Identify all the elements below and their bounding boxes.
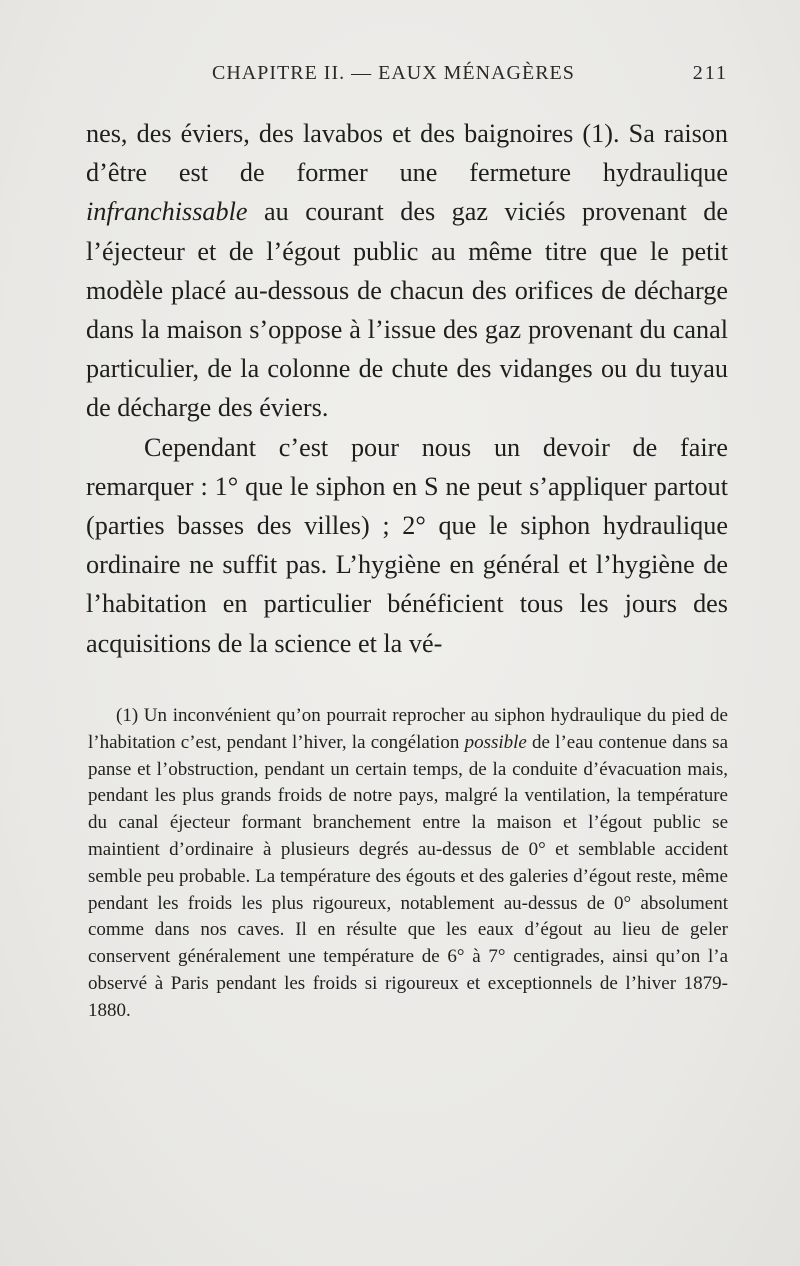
footnote-1 xyxy=(88,703,728,1025)
footnote-italic: possible xyxy=(464,731,527,753)
running-header xyxy=(88,62,728,92)
paragraph-1-part-2: au courant des gaz viciés provenant de l’éjecteur et de l’égout public au même titre que le petit modèle placé au-dessous de chacun des orifices de décharge dans la maison s’oppose à l’issue des gaz provenant du canal particulier, de la colonne de chute des vidanges ou du tuyau de décharge des éviers. xyxy=(86,197,728,423)
paragraph-2: Cependant c’est pour nous un devoir de faire remarquer : 1° que le siphon en S ne peut s’appliquer partout (parties basses des villes) ; 2° que le siphon hydraulique ordinaire ne suffit pas. L’hygiène en général et l’hygiène de l’habitation en particulier bénéficient tous les jours des acquisitions de la science et la vé- xyxy=(86,432,728,658)
footnote xyxy=(88,703,728,1025)
footnote-part-1: (1) Un inconvénient qu’on pourrait reprocher au siphon hydraulique du pied de l’habitation c’est, pendant l’hiver, la congélation xyxy=(88,705,728,753)
paragraph-1 xyxy=(86,114,728,428)
paragraph-1-part-1: nes, des éviers, des lavabos et des baignoires (1). Sa raison d’être est de former une fermeture hydraulique xyxy=(86,119,728,188)
main-text xyxy=(86,114,728,663)
paragraph-1-italic: infranchissable xyxy=(86,197,248,227)
footnote-part-2: de l’eau contenue dans sa panse et l’obstruction, pendant un certain temps, de la conduite d’évacuation mais, pendant les plus grands froids de notre pays, malgré la ventilation, la température du canal éjecteur formant branchement entre la maison et l’égout public se maintient d’ordinaire à plusieurs degrés au-dessus de 0° et semblable accident semble peu probable. La température des égouts et des galeries d’égout reste, même pendant les froids les plus rigoureux, notablement au-dessus de 0° absolument comme dans nos caves. Il en résulte que les eaux d’égout au lieu de geler conservent généralement une température de 6° à 7° centigrades, ainsi qu’on l’a observé à Paris pendant les froids si rigoureux et exceptionnels de l’hiver 1879-1880. xyxy=(88,731,728,1021)
chapter-title: CHAPITRE II. — EAUX MÉNAGÈRES xyxy=(212,62,575,84)
page-number: 211 xyxy=(692,62,728,84)
